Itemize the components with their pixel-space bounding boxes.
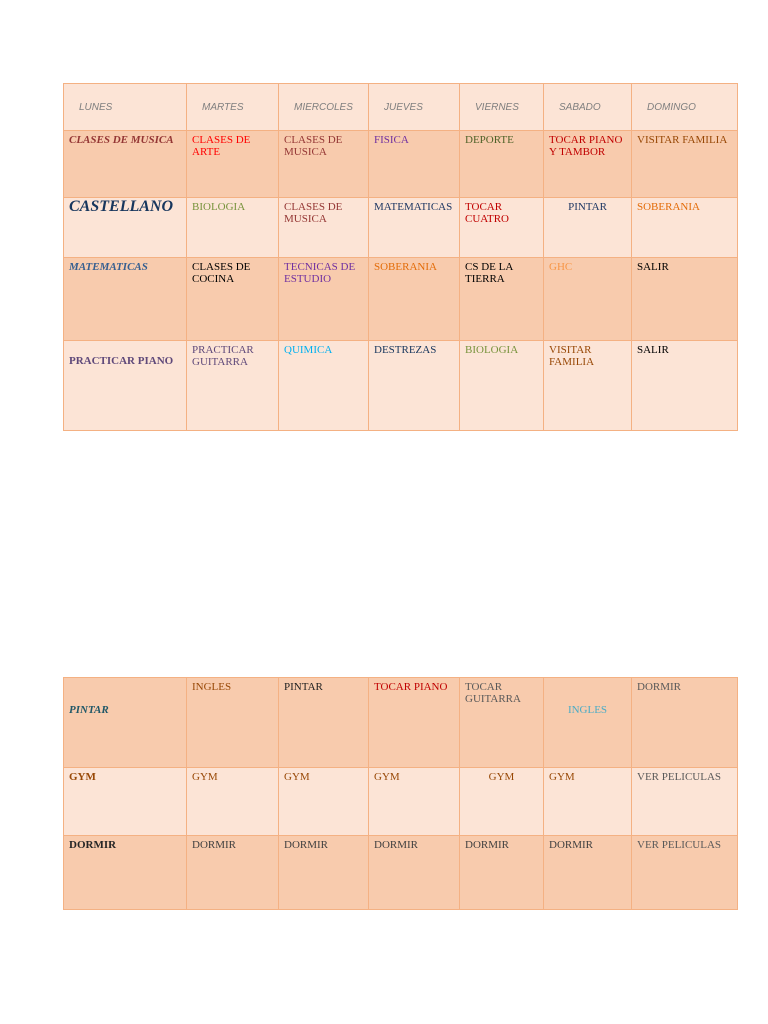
header-cell-lunes: LUNES (64, 84, 187, 131)
header-cell-sabado: SABADO (544, 84, 632, 131)
table-cell: CLASES DE MUSICA (64, 131, 187, 198)
table-cell: DEPORTE (460, 131, 544, 198)
table-cell: DORMIR (64, 836, 187, 910)
header-cell-viernes: VIERNES (460, 84, 544, 131)
table-cell: FISICA (369, 131, 460, 198)
table-cell: SOBERANIA (369, 258, 460, 341)
table-cell: CLASES DE MUSICA (279, 131, 369, 198)
header-cell-martes: MARTES (187, 84, 279, 131)
table-cell: INGLES (187, 678, 279, 768)
header-cell-domingo: DOMINGO (632, 84, 738, 131)
table-cell: GYM (460, 768, 544, 836)
table-cell: TOCAR PIANO Y TAMBOR (544, 131, 632, 198)
header-cell-jueves: JUEVES (369, 84, 460, 131)
table-row (64, 768, 738, 836)
table-row (64, 836, 738, 910)
table-row (64, 341, 738, 431)
table-cell: MATEMATICAS (64, 258, 187, 341)
table-cell: DORMIR (460, 836, 544, 910)
table-cell: TOCAR PIANO (369, 678, 460, 768)
table-cell: DORMIR (279, 836, 369, 910)
table-cell: CLASES DE MUSICA (279, 198, 369, 258)
table-cell: GYM (369, 768, 460, 836)
table-cell: QUIMICA (279, 341, 369, 431)
table-cell: CS DE LA TIERRA (460, 258, 544, 341)
table-row (64, 198, 738, 258)
table-cell: VISITAR FAMILIA (632, 131, 738, 198)
schedule-table-1 (63, 83, 738, 431)
table-cell: VER PELICULAS (632, 836, 738, 910)
header-cell-miercoles: MIERCOLES (279, 84, 369, 131)
table-cell: SALIR (632, 341, 738, 431)
table-cell: VER PELICULAS (632, 768, 738, 836)
table-row (64, 131, 738, 198)
table-cell: TOCAR CUATRO (460, 198, 544, 258)
table-cell: PINTAR (279, 678, 369, 768)
table-cell: DORMIR (544, 836, 632, 910)
table-cell: MATEMATICAS (369, 198, 460, 258)
table-cell: GYM (279, 768, 369, 836)
header-row (64, 84, 738, 131)
table-cell: PINTAR (64, 678, 187, 768)
table-cell: TECNICAS DE ESTUDIO (279, 258, 369, 341)
table-cell: PRACTICAR GUITARRA (187, 341, 279, 431)
table-cell: GYM (64, 768, 187, 836)
table-cell: GHC (544, 258, 632, 341)
table-cell: BIOLOGIA (187, 198, 279, 258)
table-cell: DORMIR (369, 836, 460, 910)
table-cell: CASTELLANO (64, 198, 187, 258)
table-cell: PRACTICAR PIANO (64, 341, 187, 431)
table-cell: SOBERANIA (632, 198, 738, 258)
table-cell: DORMIR (187, 836, 279, 910)
table-cell: DORMIR (632, 678, 738, 768)
table-cell: SALIR (632, 258, 738, 341)
table-cell: BIOLOGIA (460, 341, 544, 431)
table-cell: PINTAR (544, 198, 632, 258)
table-row (64, 258, 738, 341)
table-row (64, 678, 738, 768)
table-cell: GYM (187, 768, 279, 836)
table-cell: CLASES DE COCINA (187, 258, 279, 341)
table-cell: DESTREZAS (369, 341, 460, 431)
table-cell: GYM (544, 768, 632, 836)
table-cell: TOCAR GUITARRA (460, 678, 544, 768)
table-cell: VISITAR FAMILIA (544, 341, 632, 431)
schedule-table-2 (63, 677, 738, 910)
table-cell: CLASES DE ARTE (187, 131, 279, 198)
table-cell: INGLES (544, 678, 632, 768)
